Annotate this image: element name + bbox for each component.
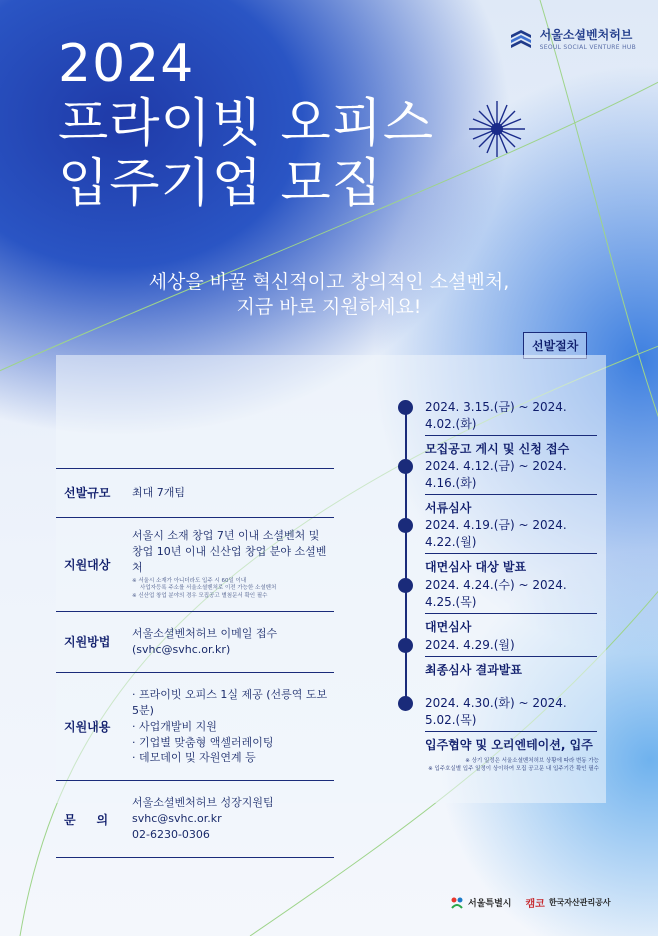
info-text: 최대 7개팀 — [132, 486, 185, 499]
info-label: 선발규모 — [64, 486, 111, 501]
svh-logo-icon — [509, 27, 533, 51]
timeline-step — [398, 694, 608, 753]
selection-process-badge: 선발절차 — [523, 332, 587, 359]
step-title: 대면심사 대상 발표 — [425, 560, 527, 574]
step-date: 2024. 4.19.(금) ~ 2024. 4.22.(월) — [425, 516, 597, 554]
step-date: 2024. 4.12.(금) ~ 2024. 4.16.(화) — [425, 457, 597, 495]
logo-name-en: SEOUL SOCIAL VENTURE HUB — [539, 44, 636, 51]
seoul-logo — [450, 896, 511, 910]
slogan — [0, 270, 658, 319]
timeline-dot — [398, 400, 413, 415]
info-label: 지원대상 — [64, 557, 111, 572]
info-note — [132, 578, 334, 601]
step-date: 2024. 4.30.(화) ~ 2024. 5.02.(목) — [425, 694, 597, 732]
info-row-method — [56, 611, 334, 672]
logo-name-ko: 서울소셜벤처허브 — [539, 28, 633, 42]
timeline-dot — [398, 638, 413, 653]
step-date: 2024. 4.29.(월) — [425, 636, 597, 657]
title-line2: 프라이빗 오피스 — [58, 94, 435, 154]
note-line: ※ 신산업 창업 분야의 경우 모집공고 별첨문서 확인 필수 — [132, 593, 268, 600]
contact-email: svhc@svhc.or.kr — [132, 812, 222, 826]
step-date: 2024. 4.24.(수) ~ 2024. 4.25.(목) — [425, 576, 597, 614]
timeline-step — [398, 516, 608, 575]
info-label: 지원내용 — [64, 720, 111, 735]
info-row-contact — [56, 780, 334, 858]
step-date: 2024. 3.15.(금) ~ 2024. 4.02.(화) — [425, 398, 597, 436]
kamco-logo — [525, 895, 610, 910]
info-table — [56, 468, 334, 858]
info-text: 서울시 소재 창업 7년 이내 소셜벤처 및 — [132, 528, 320, 542]
timeline-step — [398, 576, 608, 635]
slogan-line1: 세상을 바꿀 혁신적이고 창의적인 소셜벤처, — [148, 271, 510, 293]
info-text: 서울소셜벤처허브 이메일 접수 — [132, 626, 278, 640]
timeline-dot — [398, 696, 413, 711]
kamco-logo-text: 한국자산관리공사 — [548, 898, 611, 907]
note-line: ※ 서울시 소재가 아니더라도 입주 시 60일 이내 — [132, 577, 247, 584]
info-row-support — [56, 672, 334, 781]
title-line3: 입주기업 모집 — [58, 154, 383, 214]
info-text: · 기업별 맞춤형 액셀러레이팅 — [132, 735, 274, 749]
step-title: 최종심사 결과발표 — [425, 663, 522, 677]
step-title: 서류심사 — [425, 501, 472, 515]
info-text: · 사업개발비 지원 — [132, 719, 217, 733]
note-line: 사업자등록 주소를 서울소셜벤처로 이전 가능한 소셜벤처 — [140, 585, 277, 592]
slogan-line2: 지금 바로 지원하세요! — [236, 295, 422, 318]
info-text: · 데모데이 및 자원연계 등 — [132, 751, 256, 765]
timeline-dot — [398, 578, 413, 593]
info-text: · 프라이빗 오피스 1실 제공 (선릉역 도보 5분) — [132, 687, 328, 717]
sparkle-icon — [466, 98, 528, 160]
info-text: 창업 10년 이내 신산업 창업 분야 소셜벤처 — [132, 544, 327, 574]
footnote-line: ※ 상기 일정은 서울소셜벤처허브 상황에 따라 변동 가능 — [465, 758, 599, 764]
schedule-footnote — [404, 758, 599, 774]
seoul-logo-icon — [450, 896, 464, 910]
page-title — [58, 34, 435, 218]
footnote-line: ※ 입주호실별 입주 일정이 상이하여 모집 공고문 내 입주기간 확인 필수 — [428, 765, 599, 772]
sponsor-logos — [450, 895, 611, 910]
info-email: (svhc@svhc.or.kr) — [132, 642, 231, 656]
title-year: 2024 — [58, 34, 195, 94]
timeline-dot — [398, 459, 413, 474]
step-title: 모집공고 게시 및 신청 접수 — [425, 442, 570, 456]
info-row-target — [56, 517, 334, 611]
seoul-logo-text: 서울특별시 — [468, 899, 512, 909]
info-text: 서울소셜벤처허브 성장지원팀 — [132, 796, 274, 810]
timeline-step — [398, 457, 608, 516]
info-label: 지원방법 — [64, 635, 111, 650]
kamco-mark: 캠코 — [525, 899, 545, 910]
step-title: 대면심사 — [425, 620, 472, 634]
svh-logo — [509, 26, 636, 51]
step-title: 입주협약 및 오리엔테이션, 입주 — [425, 738, 593, 752]
contact-phone: 02-6230-0306 — [132, 828, 210, 842]
timeline-step — [398, 398, 608, 457]
timeline-step — [398, 636, 608, 678]
timeline-dot — [398, 518, 413, 533]
info-label: 문 의 — [64, 812, 109, 827]
info-row-scale — [56, 468, 334, 517]
